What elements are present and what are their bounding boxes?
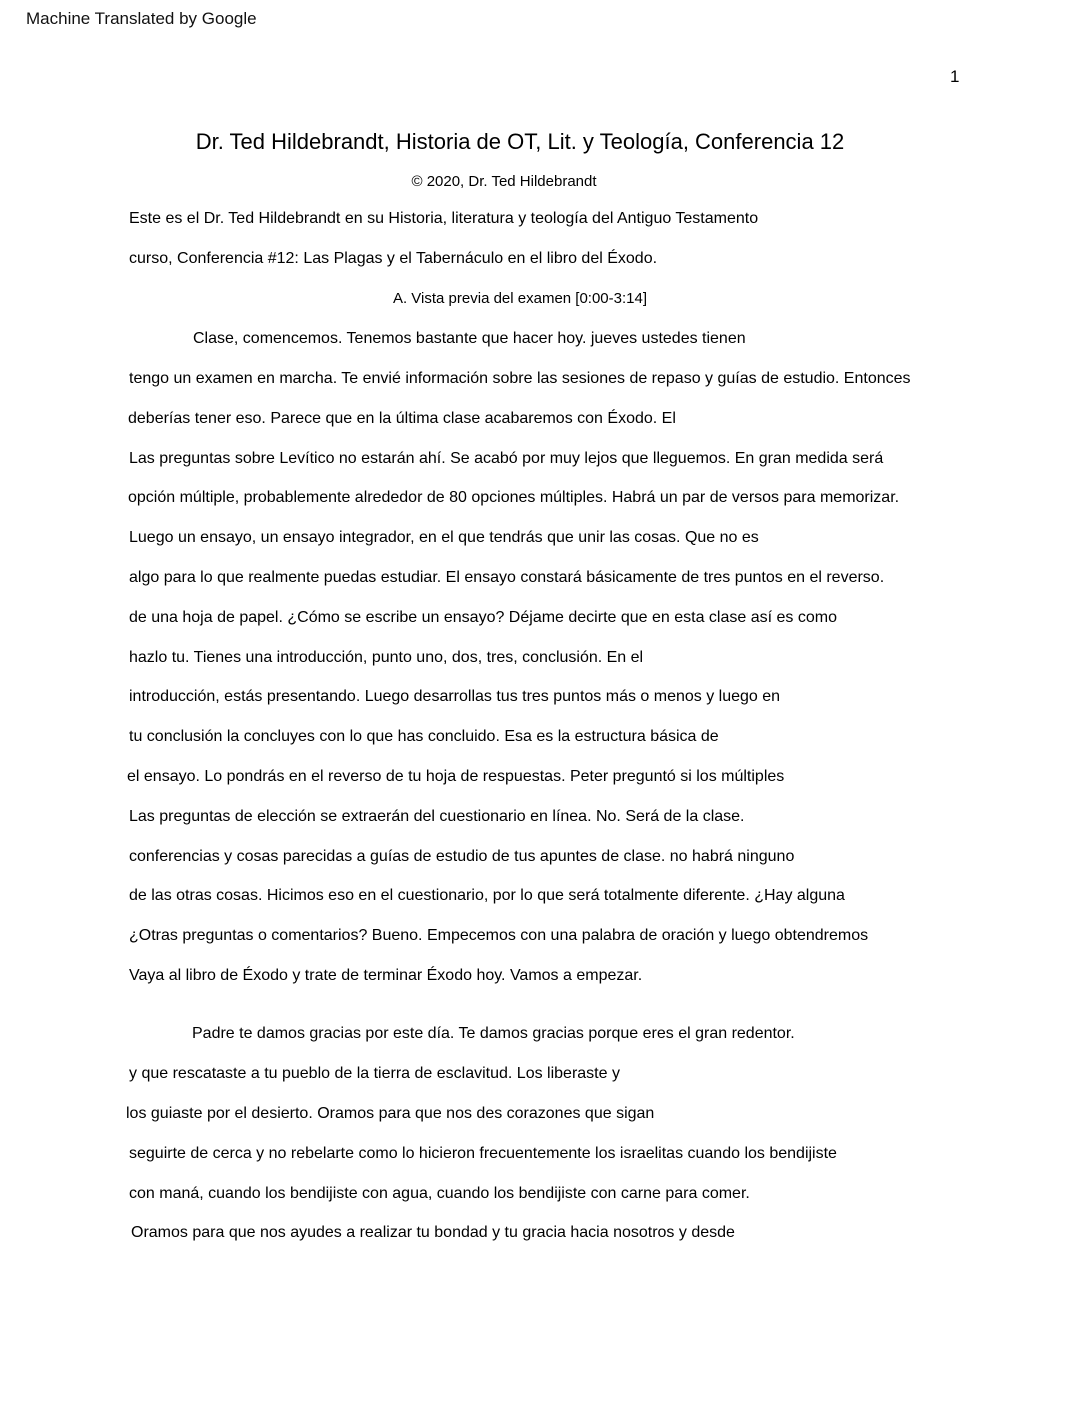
intro-line: curso, Conferencia #12: Las Plagas y el Tabernáculo en el libro del Éxodo.: [129, 250, 658, 267]
paragraph-line: algo para lo que realmente puedas estudiar. El ensayo constará básicamente de tres puntos en el reverso.: [129, 569, 885, 586]
paragraph-line: deberías tener eso. Parece que en la última clase acabaremos con Éxodo. El: [128, 410, 676, 427]
prayer-line: con maná, cuando los bendijiste con agua, cuando los bendijiste con carne para comer.: [129, 1185, 750, 1202]
section-heading: A. Vista previa del examen [0:00-3:14]: [392, 290, 648, 307]
machine-translation-banner: Machine Translated by Google: [26, 9, 257, 28]
paragraph-line: conferencias y cosas parecidas a guías de estudio de tus apuntes de clase. no habrá ninguno: [129, 848, 795, 865]
paragraph-line: Vaya al libro de Éxodo y trate de terminar Éxodo hoy. Vamos a empezar.: [129, 967, 643, 984]
prayer-line: Padre te damos gracias por este día. Te damos gracias porque eres el gran redentor.: [192, 1025, 795, 1042]
paragraph-line: ¿Otras preguntas o comentarios? Bueno. Empecemos con una palabra de oración y luego obtendremos: [129, 927, 869, 944]
paragraph-line: opción múltiple, probablemente alrededor de 80 opciones múltiples. Habrá un par de versos para memorizar.: [128, 489, 900, 506]
paragraph-line: de las otras cosas. Hicimos eso en el cuestionario, por lo que será totalmente diferente. ¿Hay alguna: [129, 887, 845, 904]
prayer-line: Oramos para que nos ayudes a realizar tu bondad y tu gracia hacia nosotros y desde: [131, 1224, 735, 1241]
intro-line: Este es el Dr. Ted Hildebrandt en su Historia, literatura y teología del Antiguo Testamento: [129, 210, 759, 227]
paragraph-line: tengo un examen en marcha. Te envié información sobre las sesiones de repaso y guías de estudio. Entonces: [129, 370, 911, 387]
prayer-line: seguirte de cerca y no rebelarte como lo hicieron frecuentemente los israelitas cuando los bendijiste: [129, 1145, 837, 1162]
paragraph-line: Luego un ensayo, un ensayo integrador, en el que tendrás que unir las cosas. Que no es: [129, 529, 759, 546]
copyright-line: © 2020, Dr. Ted Hildebrandt: [411, 173, 597, 190]
paragraph-line: tu conclusión la concluyes con lo que has concluido. Esa es la estructura básica de: [129, 728, 719, 745]
prayer-line: y que rescataste a tu pueblo de la tierra de esclavitud. Los liberaste y: [129, 1065, 620, 1082]
paragraph-line: de una hoja de papel. ¿Cómo se escribe un ensayo? Déjame decirte que en esta clase así es como: [129, 609, 837, 626]
paragraph-line: Clase, comencemos. Tenemos bastante que hacer hoy. jueves ustedes tienen: [193, 330, 746, 347]
prayer-line: los guiaste por el desierto. Oramos para que nos des corazones que sigan: [126, 1105, 655, 1122]
document-title: Dr. Ted Hildebrandt, Historia de OT, Lit. y Teología, Conferencia 12: [195, 129, 845, 154]
paragraph-line: el ensayo. Lo pondrás en el reverso de tu hoja de respuestas. Peter preguntó si los múltiples: [127, 768, 785, 785]
paragraph-line: Las preguntas de elección se extraerán del cuestionario en línea. No. Será de la clase.: [129, 808, 745, 825]
paragraph-line: hazlo tu. Tienes una introducción, punto uno, dos, tres, conclusión. En el: [129, 649, 644, 666]
paragraph-line: introducción, estás presentando. Luego desarrollas tus tres puntos más o menos y luego en: [129, 688, 781, 705]
paragraph-line: Las preguntas sobre Levítico no estarán ahí. Se acabó por muy lejos que lleguemos. En gran medida será: [129, 450, 884, 467]
page-number: 1: [950, 67, 960, 86]
